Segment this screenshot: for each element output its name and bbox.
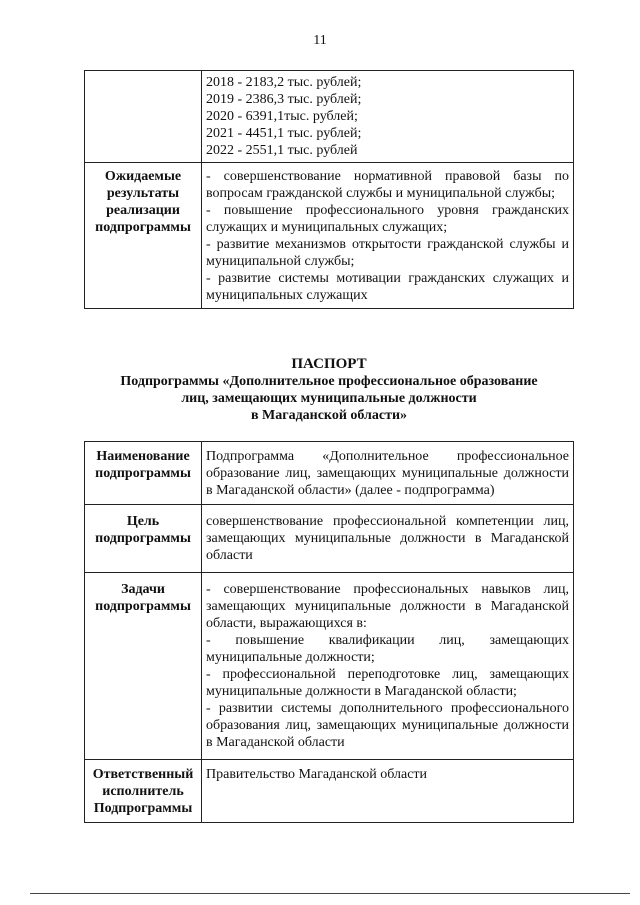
executor-label-line: исполнитель (102, 784, 184, 799)
funding-line-2018: 2018 - 2183,2 тыс. рублей; (206, 75, 362, 90)
table-row-funding (85, 71, 574, 163)
goal-cell: совершенствование профессиональной компетенции лиц, замещающих муниципальные должности в Магаданской области (202, 505, 574, 573)
funding-line-2021: 2021 - 4451,1 тыс. рублей; (206, 126, 362, 141)
goal-label-cell (85, 505, 202, 573)
funding-results-table (84, 70, 574, 309)
table-row-results (85, 163, 574, 309)
table-row-executor (85, 760, 574, 823)
page-bottom-rule (30, 893, 630, 894)
funding-line-2020: 2020 - 6391,1тыс. рублей; (206, 109, 358, 124)
results-label-line: подпрограммы (95, 220, 191, 235)
tasks-label-cell (85, 573, 202, 760)
tasks-label-line: Задачи (121, 582, 165, 597)
funding-cell (202, 71, 574, 163)
goal-label-line: подпрограммы (95, 531, 191, 546)
tasks-item: - профессиональной переподготовке лиц, замещающих муниципальные должности в Магаданской области; (206, 667, 569, 699)
name-label-cell (85, 442, 202, 505)
passport-table (84, 441, 574, 823)
executor-cell: Правительство Магаданской области (202, 760, 574, 823)
results-item: - развитие механизмов открытости гражданской службы и муниципальной службы; (206, 237, 569, 269)
executor-label-line: Подпрограммы (93, 801, 193, 816)
funding-line-2019: 2019 - 2386,3 тыс. рублей; (206, 92, 362, 107)
results-label-cell (85, 163, 202, 309)
executor-label-cell (85, 760, 202, 823)
passport-title: ПАСПОРТ (291, 356, 367, 372)
tasks-item: - совершенствование профессиональных навыков лиц, замещающих муниципальные должности в Магаданской области, выражающихся в: (206, 582, 569, 631)
results-item: - развитие системы мотивации гражданских служащих и муниципальных служащих (206, 271, 569, 303)
name-label-line: подпрограммы (95, 466, 191, 481)
results-label-line: реализации (106, 203, 180, 218)
tasks-item: - развитии системы дополнительного профессионального образования лиц, замещающих муниципальные должности в Магаданской области (206, 701, 569, 750)
passport-subtitle-line: Подпрограммы «Дополнительное профессиональное образование (120, 374, 538, 389)
results-label-line: результаты (106, 186, 180, 201)
name-label-line: Наименование (96, 449, 190, 464)
funding-label-cell (85, 71, 202, 163)
results-item: - совершенствование нормативной правовой базы по вопросам гражданской службы и муниципальной службы; (206, 169, 569, 201)
tasks-label-line: подпрограммы (95, 599, 191, 614)
table-row-name (85, 442, 574, 505)
page-number: 11 (313, 33, 327, 48)
funding-line-2022: 2022 - 2551,1 тыс. рублей (206, 143, 358, 158)
passport-subtitle-line: в Магаданской области» (250, 408, 408, 423)
tasks-item: - повышение квалификации лиц, замещающих муниципальные должности; (206, 633, 569, 665)
results-label-line: Ожидаемые (104, 169, 182, 184)
executor-label-line: Ответственный (92, 767, 194, 782)
passport-subtitle-line: лиц, замещающих муниципальные должности (181, 391, 477, 406)
table-row-goal (85, 505, 574, 573)
table-row-tasks (85, 573, 574, 760)
goal-label-line: Цель (126, 514, 160, 529)
tasks-cell (202, 573, 574, 760)
results-cell (202, 163, 574, 309)
passport-heading (84, 356, 574, 424)
results-item: - повышение профессионального уровня гражданских служащих и муниципальных служащих; (206, 203, 569, 235)
name-cell: Подпрограмма «Дополнительное профессиональное образование лиц, замещающих муниципальные должности в Магаданской области» (далее - подпрограмма) (202, 442, 574, 505)
